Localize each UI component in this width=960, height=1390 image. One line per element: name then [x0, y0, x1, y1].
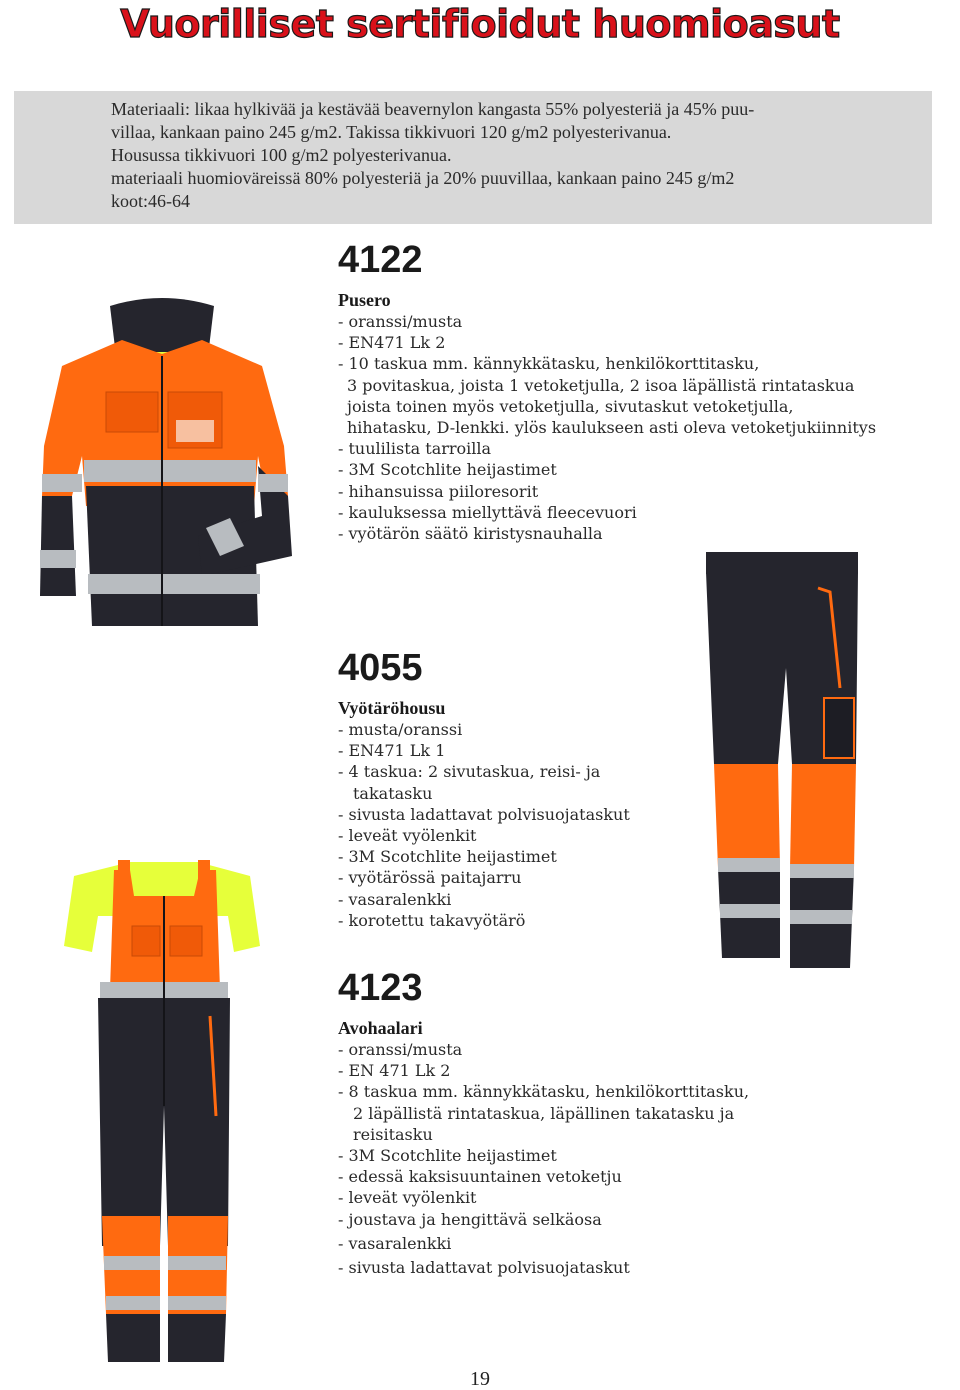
feature-line: - 3M Scotchlite heijastimet: [338, 460, 557, 480]
feature-line: joista toinen myös vetoketjulla, sivutaskut vetoketjulla,: [347, 396, 794, 416]
feature-line: 3 povitaskua, joista 1 vetoketjulla, 2 isoa läpällistä rintataskua: [347, 375, 855, 395]
feature-line: - leveät vyölenkit: [338, 1188, 477, 1208]
feature-line: - hihansuissa piiloresorit: [338, 481, 539, 501]
feature-line: - vyötärössä paitajarru: [338, 868, 522, 888]
product-code: 4123: [338, 967, 423, 1009]
feature-line: takatasku: [353, 783, 433, 803]
product-code: 4122: [338, 239, 423, 281]
feature-line: - 4 taskua: 2 sivutaskua, reisi- ja: [338, 762, 601, 782]
feature-line: - vyötärön säätö kiristysnauhalla: [338, 524, 603, 544]
product-4123: [338, 966, 749, 1278]
product-4122: [338, 238, 876, 544]
product-name: Vyötäröhousu: [338, 698, 446, 718]
feature-line: - sivusta ladattavat polvisuojataskut: [338, 1258, 630, 1278]
material-line: Materiaali: likaa hylkivää ja kestävää beavernylon kangasta 55% polyesteriä ja 45% puu-: [111, 99, 755, 119]
feature-line: - joustava ja hengittävä selkäosa: [338, 1209, 602, 1229]
material-info-box: [14, 91, 932, 224]
feature-line: - EN 471 Lk 2: [338, 1061, 451, 1081]
feature-line: - edessä kaksisuuntainen vetoketju: [338, 1167, 622, 1187]
feature-line: - vasaralenkki: [338, 1233, 452, 1253]
material-line: Housussa tikkivuori 100 g/m2 polyesterivanua.: [111, 145, 452, 165]
pants-4055-image: [700, 548, 868, 978]
jacket-4122-image: [22, 296, 302, 630]
feature-line: - leveät vyölenkit: [338, 826, 477, 846]
feature-line: - kauluksessa miellyttävä fleecevuori: [338, 502, 637, 522]
feature-line: - tuulilista tarroilla: [338, 439, 492, 459]
material-line: materiaali huomioväreissä 80% polyesteriä ja 20% puuvillaa, kankaan paino 245 g/m2: [111, 168, 735, 188]
feature-line: 2 läpällistä rintataskua, läpällinen takatasku ja: [353, 1103, 735, 1123]
feature-line: reisitasku: [353, 1124, 433, 1144]
material-line: villaa, kankaan paino 245 g/m2. Takissa tikkivuori 120 g/m2 polyesterivanua.: [111, 122, 672, 142]
page-number: 19: [470, 1368, 490, 1390]
feature-line: hihatasku, D-lenkki. ylös kaulukseen asti oleva vetoketjukiinnitys: [347, 418, 877, 438]
feature-line: - 3M Scotchlite heijastimet: [338, 1146, 557, 1166]
feature-line: - korotettu takavyötärö: [338, 910, 526, 930]
feature-line: - sivusta ladattavat polvisuojataskut: [338, 804, 630, 824]
feature-line: - EN471 Lk 2: [338, 333, 446, 353]
product-4055: [338, 646, 630, 931]
product-name: Avohaalari: [338, 1018, 423, 1038]
feature-line: - 10 taskua mm. kännykkätasku, henkilökorttitasku,: [338, 354, 760, 374]
material-line: koot:46-64: [111, 191, 190, 211]
feature-line: - 3M Scotchlite heijastimet: [338, 847, 557, 867]
feature-line: - oranssi/musta: [338, 1040, 463, 1059]
overall-4123-image: [60, 856, 266, 1366]
feature-line: - oranssi/musta: [338, 312, 463, 331]
page-title: Vuorilliset sertifioidut huomioasut: [120, 2, 840, 46]
feature-line: - EN471 Lk 1: [338, 741, 446, 761]
product-name: Pusero: [338, 290, 391, 310]
product-code: 4055: [338, 647, 423, 689]
feature-line: - 8 taskua mm. kännykkätasku, henkilökorttitasku,: [338, 1082, 750, 1102]
feature-line: - vasaralenkki: [338, 889, 452, 909]
feature-line: - musta/oranssi: [338, 720, 463, 739]
